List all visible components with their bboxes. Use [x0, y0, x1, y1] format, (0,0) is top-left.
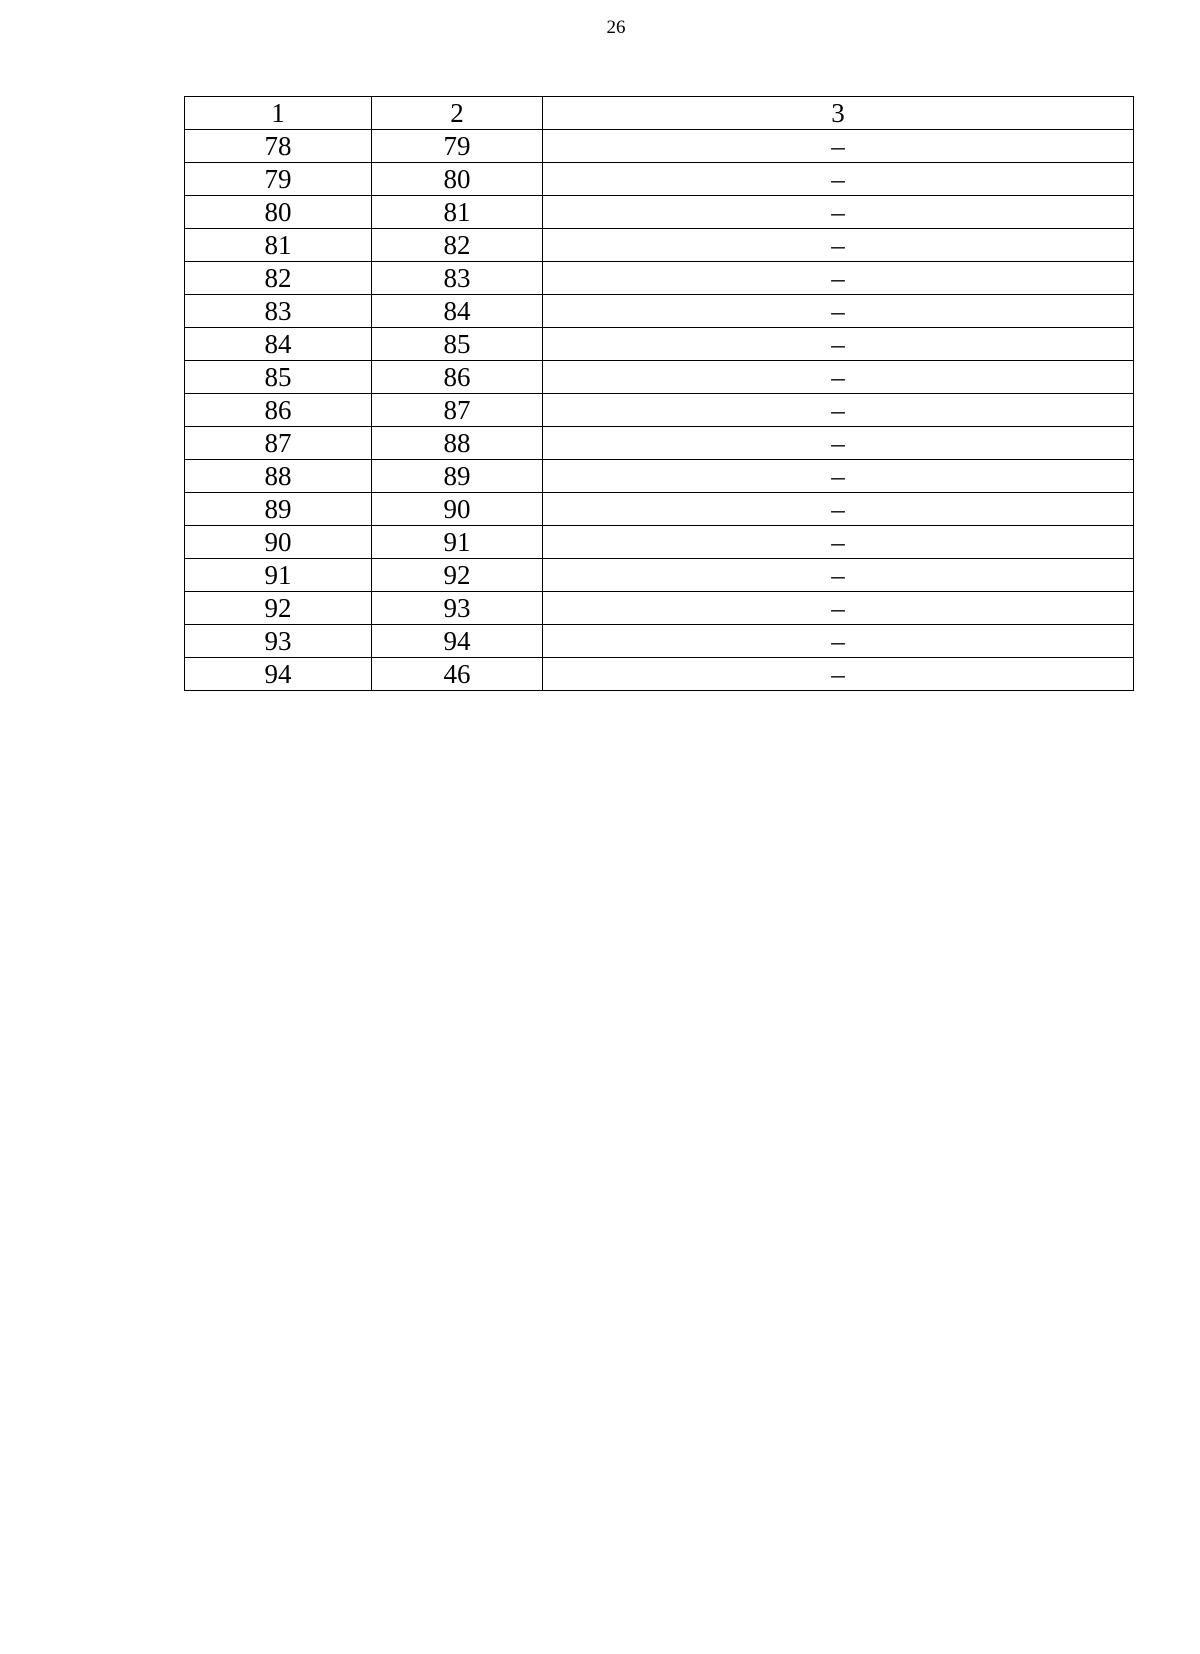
table-cell: 81	[185, 229, 372, 262]
table-cell: 89	[185, 493, 372, 526]
table-cell: 87	[185, 427, 372, 460]
table-cell: 82	[372, 229, 543, 262]
table-cell: 79	[185, 163, 372, 196]
table-cell: 93	[185, 625, 372, 658]
table-cell: 90	[372, 493, 543, 526]
table-cell: 86	[185, 394, 372, 427]
table-cell: –	[543, 427, 1134, 460]
table-row	[185, 592, 1134, 625]
table-cell: 83	[372, 262, 543, 295]
table-row	[185, 262, 1134, 295]
table-cell: 85	[372, 328, 543, 361]
table-cell: –	[543, 592, 1134, 625]
table-cell: 86	[372, 361, 543, 394]
table-row	[185, 361, 1134, 394]
table-cell: –	[543, 163, 1134, 196]
table-cell: –	[543, 262, 1134, 295]
column-header-1: 1	[185, 97, 372, 130]
table-cell: 85	[185, 361, 372, 394]
table-row	[185, 625, 1134, 658]
table-row	[185, 229, 1134, 262]
table-cell: –	[543, 328, 1134, 361]
table-row	[185, 394, 1134, 427]
table-cell: 78	[185, 130, 372, 163]
table-cell: 94	[185, 658, 372, 691]
table-cell: 46	[372, 658, 543, 691]
column-header-3: 3	[543, 97, 1134, 130]
table-row	[185, 130, 1134, 163]
table-cell: 82	[185, 262, 372, 295]
table-row	[185, 526, 1134, 559]
table-header-row	[185, 97, 1134, 130]
table-cell: –	[543, 658, 1134, 691]
data-table	[184, 96, 1134, 691]
table-cell: –	[543, 394, 1134, 427]
table-cell: 89	[372, 460, 543, 493]
table-row	[185, 163, 1134, 196]
table-cell: 88	[372, 427, 543, 460]
table-cell: 84	[372, 295, 543, 328]
table-cell: 84	[185, 328, 372, 361]
table-cell: –	[543, 526, 1134, 559]
table-row	[185, 559, 1134, 592]
table-cell: 90	[185, 526, 372, 559]
table-row	[185, 658, 1134, 691]
table-cell: –	[543, 460, 1134, 493]
table-cell: 87	[372, 394, 543, 427]
table-cell: –	[543, 229, 1134, 262]
table-cell: 94	[372, 625, 543, 658]
table-cell: 92	[185, 592, 372, 625]
table-row	[185, 460, 1134, 493]
table-row	[185, 427, 1134, 460]
table-cell: –	[543, 625, 1134, 658]
table-row	[185, 295, 1134, 328]
table-cell: 93	[372, 592, 543, 625]
table-cell: –	[543, 361, 1134, 394]
table-cell: –	[543, 196, 1134, 229]
table-cell: 91	[185, 559, 372, 592]
table-cell: 80	[185, 196, 372, 229]
page-number: 26	[606, 17, 626, 38]
table-cell: 79	[372, 130, 543, 163]
table-cell: 91	[372, 526, 543, 559]
table-cell: 81	[372, 196, 543, 229]
table-cell: 92	[372, 559, 543, 592]
table-cell: –	[543, 493, 1134, 526]
table-cell: 83	[185, 295, 372, 328]
table-cell: –	[543, 295, 1134, 328]
table-row	[185, 328, 1134, 361]
table-row	[185, 196, 1134, 229]
table-cell: –	[543, 559, 1134, 592]
table-cell: 80	[372, 163, 543, 196]
table-cell: 88	[185, 460, 372, 493]
table-row	[185, 493, 1134, 526]
column-header-2: 2	[372, 97, 543, 130]
table-cell: –	[543, 130, 1134, 163]
